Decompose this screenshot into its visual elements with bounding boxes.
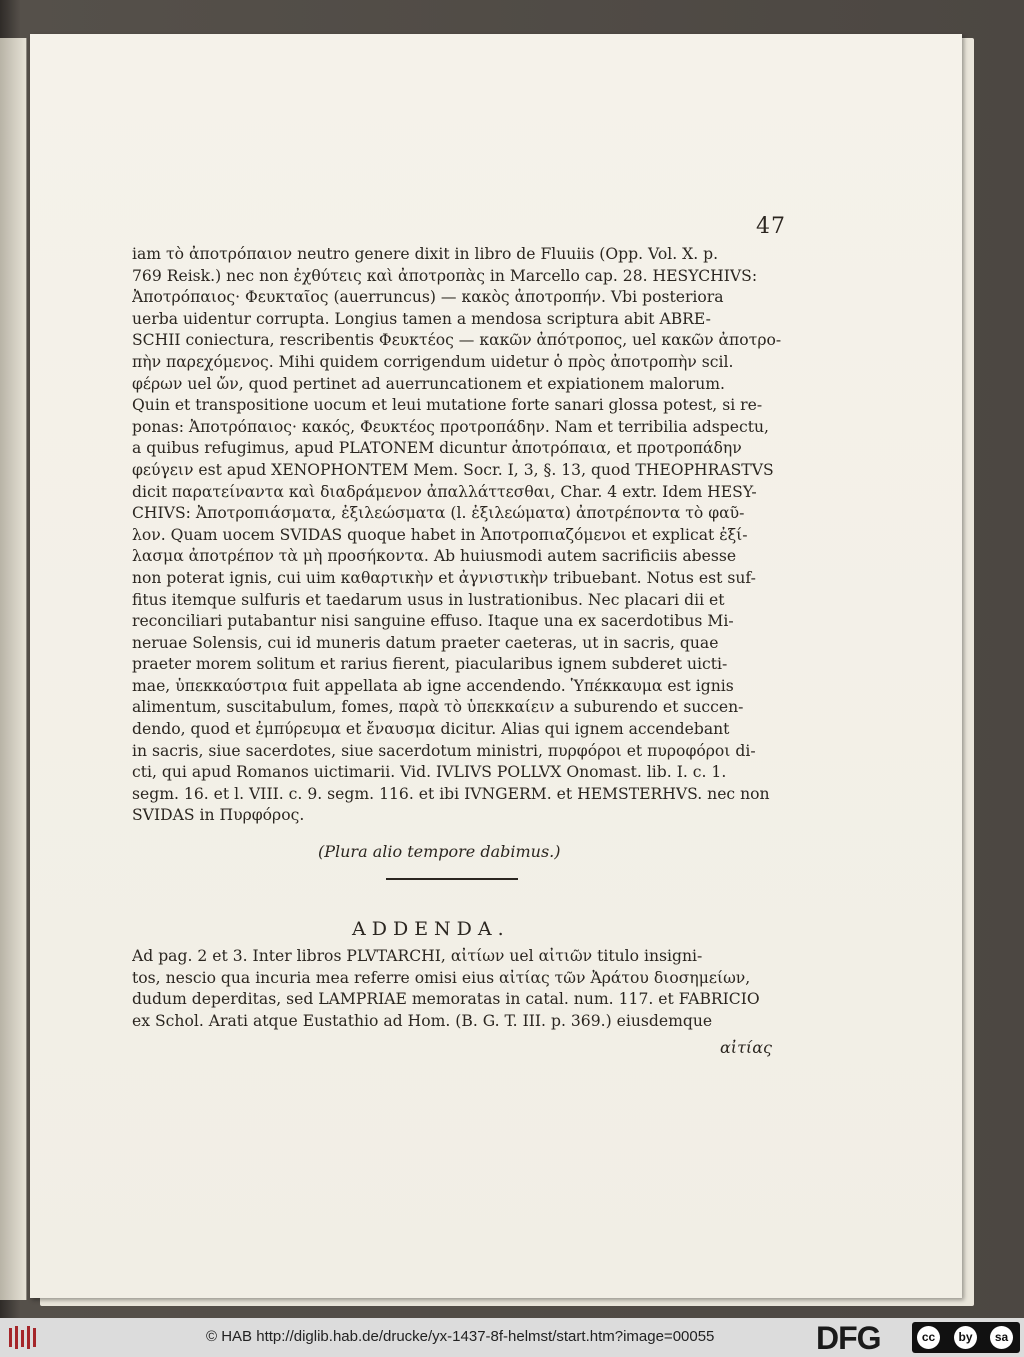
text-line: tos, nescio qua incuria mea referre omisi eius αἰτίας τῶν Ἀράτου διοσημείων, <box>132 968 751 987</box>
text-line: CHIVS: Ἀποτροπιάσματα, ἐξιλεώσματα (l. ἐξιλεώματα) ἀποτρέποντα τὸ φαῦ- <box>132 504 745 523</box>
text-line: ex Schol. Arati atque Eustathio ad Hom. (B. G. T. III. p. 369.) eiusdemque <box>132 1011 713 1030</box>
text-line: Quin et transpositione uocum et leui mutatione forte sanari glossa potest, si re- <box>132 396 763 415</box>
catchword: αἰτίας <box>720 1038 772 1057</box>
cc-license-badge[interactable] <box>912 1322 1020 1353</box>
text-line: reconciliari putabantur nisi sanguine effuso. Itaque una ex sacerdotibus Mi- <box>132 612 734 631</box>
text-line: praeter morem solitum et rarius fierent, piacularibus ignem subderet uicti- <box>132 655 728 674</box>
page-number: 47 <box>756 214 786 239</box>
text-line: λασμα ἀποτρέπον τὰ μὴ προσήκοντα. Ab huiusmodi autem sacrificiis abesse <box>132 547 737 566</box>
book-page <box>30 34 962 1298</box>
cc-icon: cc <box>917 1326 940 1349</box>
hab-library-logo-icon <box>6 1324 40 1351</box>
text-line: neruae Solensis, cui id muneris datum praeter caeteras, ut in sacris, quae <box>132 633 719 652</box>
text-line: segm. 16. et l. VIII. c. 9. segm. 116. et ibi IVNGERM. et HEMSTERHVS. nec non <box>132 784 770 803</box>
text-line: dicit παρατείναντα καὶ διαδράμενον ἀπαλλάττεσθαι, Char. 4 extr. Idem HESY- <box>132 482 757 501</box>
addenda-title: ADDENDA. <box>352 918 510 940</box>
text-line: SCHII coniectura, rescribentis Φευκτέος — κακῶν ἀπότροπος, uel κακῶν ἀποτρο- <box>132 331 782 350</box>
text-line: iam τὸ ἀποτρόπαιον neutro genere dixit in libro de Fluuiis (Opp. Vol. X. p. <box>132 245 719 263</box>
cc-by-icon: by <box>954 1326 977 1349</box>
text-line: Ἀποτρόπαιος· Φευκταῖος (auerruncus) — κακὸς ἀποτροπήν. Vbi posteriora <box>132 288 724 307</box>
cc-sa-icon: sa <box>990 1326 1013 1349</box>
footer-bar <box>0 1318 1024 1357</box>
text-line: πὴν παρεχόμενος. Mihi quidem corrigendum uidetur ὁ πρὸς ἀποτροπὴν scil. <box>132 352 734 371</box>
text-line: a quibus refugimus, apud PLATONEM dicuntur ἀποτρόπαια, et προτροπάδην <box>132 439 742 458</box>
text-line: uerba uidentur corrupta. Longius tamen a mendosa scriptura abit ABRE- <box>132 309 711 328</box>
text-line: mae, ὑπεκκαύστρια fuit appellata ab igne accendendo. Ὑπέκκαυμα est ignis <box>132 676 734 695</box>
section-rule <box>386 878 518 880</box>
text-line: Ad pag. 2 et 3. Inter libros PLVTARCHI, αἰτίων uel αἰτιῶν titulo insigni- <box>132 947 703 965</box>
closing-note: (Plura alio tempore dabimus.) <box>318 842 561 861</box>
body-text <box>132 244 792 827</box>
dfg-logo: DFG <box>816 1320 881 1356</box>
previous-page-edge <box>0 38 27 1300</box>
text-line: λον. Quam uocem SVIDAS quoque habet in Ἀποτροπιαζόμενοι et explicat ἐξί- <box>132 525 748 544</box>
text-line: non poterat ignis, cui uim καθαρτικὴν et ἀγνιστικὴν tribuebant. Notus est suf- <box>132 568 756 587</box>
addenda-text <box>132 946 792 1032</box>
text-line: in sacris, siue sacerdotes, siue sacerdotum ministri, πυρφόροι et πυροφόροι di- <box>132 741 756 760</box>
text-line: cti, qui apud Romanos uictimarii. Vid. IVLIVS POLLVX Onomast. lib. I. c. 1. <box>132 763 727 782</box>
footer-credit-link[interactable]: © HAB http://diglib.hab.de/drucke/yx-1437-8f-helmst/start.htm?image=00055 <box>206 1328 715 1345</box>
text-line: fitus itemque sulfuris et taedarum usus in lustrationibus. Nec placari dii et <box>132 590 725 609</box>
text-line: ponas: Ἀποτρόπαιος· κακός, Φευκτέος προτροπάδην. Nam et terribilia adspectu, <box>132 417 769 436</box>
text-line: φέρων uel ὤν, quod pertinet ad auerruncationem et expiationem malorum. <box>132 374 725 393</box>
text-line: φεύγειν est apud XENOPHONTEM Mem. Socr. I, 3, §. 13, quod THEOPHRASTVS <box>132 460 774 479</box>
text-line: dudum deperditas, sed LAMPRIAE memoratas in catal. num. 117. et FABRICIO <box>132 990 760 1009</box>
text-line: SVIDAS in Πυρφόρος. <box>132 806 305 825</box>
text-line: alimentum, suscitabulum, fomes, παρὰ τὸ ὑπεκκαίειν a suburendo et succen- <box>132 698 744 717</box>
text-line: dendo, quod et ἐμπύρευμα et ἔναυσμα dicitur. Alias qui ignem accendebant <box>132 720 730 739</box>
text-line: 769 Reisk.) nec non ἐχθύτεις καὶ ἀποτροπὰς in Marcello cap. 28. HESYCHIVS: <box>132 266 758 285</box>
